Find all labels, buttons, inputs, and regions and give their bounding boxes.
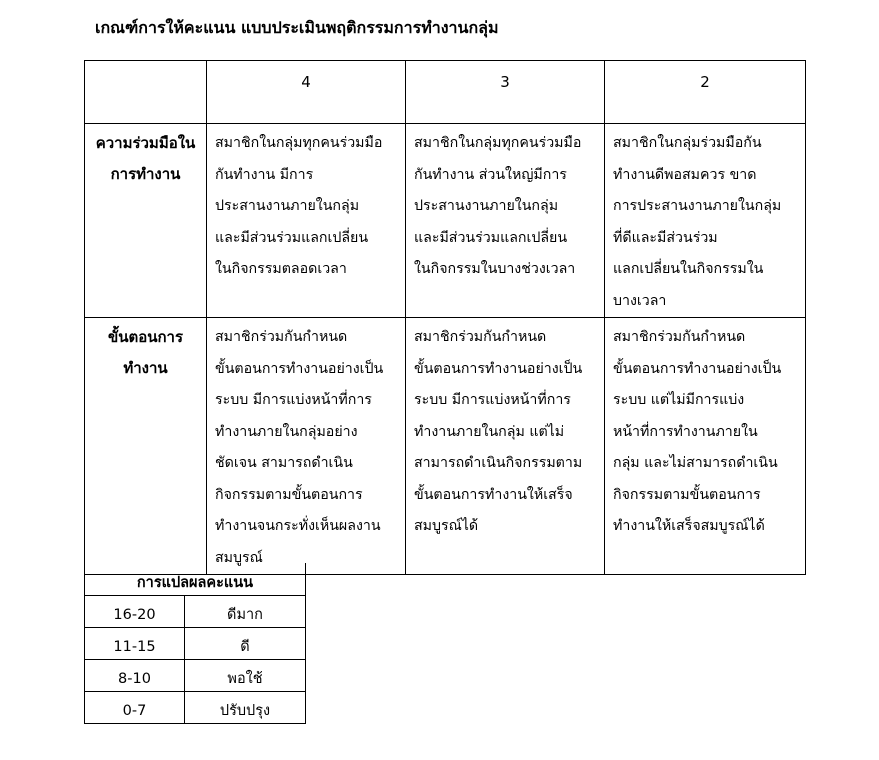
score-level: ดีมาก: [185, 595, 306, 627]
rubric-header-score-2: 2: [605, 61, 806, 124]
interpretation-heading-row: [85, 563, 306, 595]
score-level: พอใช้: [185, 659, 306, 691]
score-range: 0-7: [85, 691, 185, 723]
score-range: 11-15: [85, 627, 185, 659]
score-level: ปรับปรุง: [185, 691, 306, 723]
rubric-row-cooperation: [85, 124, 806, 318]
score-range: 16-20: [85, 595, 185, 627]
interpretation-row: [85, 659, 306, 691]
process-level-3: สมาชิกร่วมกันกำหนด ขั้นตอนการทำงานอย่างเป็น ระบบ มีการแบ่งหน้าที่การ ทำงานภายในกลุ่ม แต่ไม่ สามารถดำเนินกิจกรรมตาม ขั้นตอนการทำงานให้เสร็จ สมบูรณ์ได้: [406, 318, 605, 575]
criterion-process: ขั้นตอนการ ทำงาน: [85, 318, 207, 575]
interpretation-table: [84, 563, 306, 724]
interpretation-row: [85, 691, 306, 723]
interpretation-row: [85, 627, 306, 659]
document-title: เกณฑ์การให้คะแนน แบบประเมินพฤติกรรมการทำงานกลุ่ม: [95, 18, 499, 37]
process-level-4: สมาชิกร่วมกันกำหนด ขั้นตอนการทำงานอย่างเป็น ระบบ มีการแบ่งหน้าที่การ ทำงานภายในกลุ่มอย่าง ชัดเจน สามารถดำเนิน กิจกรรมตามขั้นตอนการ ทำงานจนกระทั่งเห็นผลงาน สมบูรณ์: [207, 318, 406, 575]
cooperation-level-2: สมาชิกในกลุ่มร่วมมือกัน ทำงานดีพอสมควร ขาด การประสานงานภายในกลุ่ม ที่ดีและมีส่วนร่วม แลกเปลี่ยนในกิจกรรมใน บางเวลา: [605, 124, 806, 318]
cooperation-level-3: สมาชิกในกลุ่มทุกคนร่วมมือ กันทำงาน ส่วนใหญ่มีการ ประสานงานภายในกลุ่ม และมีส่วนร่วมแลกเปลี่ยน ในกิจกรรมในบางช่วงเวลา: [406, 124, 605, 318]
process-level-2: สมาชิกร่วมกันกำหนด ขั้นตอนการทำงานอย่างเป็น ระบบ แต่ไม่มีการแบ่ง หน้าที่การทำงานภายใน กลุ่ม และไม่สามารถดำเนิน กิจกรรมตามขั้นตอนการ ทำงานให้เสร็จสมบูรณ์ได้: [605, 318, 806, 575]
rubric-header-empty: [85, 61, 207, 124]
interpretation-heading: การแปลผลคะแนน: [85, 563, 306, 595]
cooperation-level-4: สมาชิกในกลุ่มทุกคนร่วมมือ กันทำงาน มีการ ประสานงานภายในกลุ่ม และมีส่วนร่วมแลกเปลี่ยน ในกิจกรรมตลอดเวลา: [207, 124, 406, 318]
interpretation-row: [85, 595, 306, 627]
rubric-header-score-3: 3: [406, 61, 605, 124]
rubric-table: [84, 60, 806, 575]
criterion-cooperation: ความร่วมมือใน การทำงาน: [85, 124, 207, 318]
score-level: ดี: [185, 627, 306, 659]
score-range: 8-10: [85, 659, 185, 691]
rubric-row-process: [85, 318, 806, 575]
rubric-header-row: [85, 61, 806, 124]
rubric-header-score-4: 4: [207, 61, 406, 124]
